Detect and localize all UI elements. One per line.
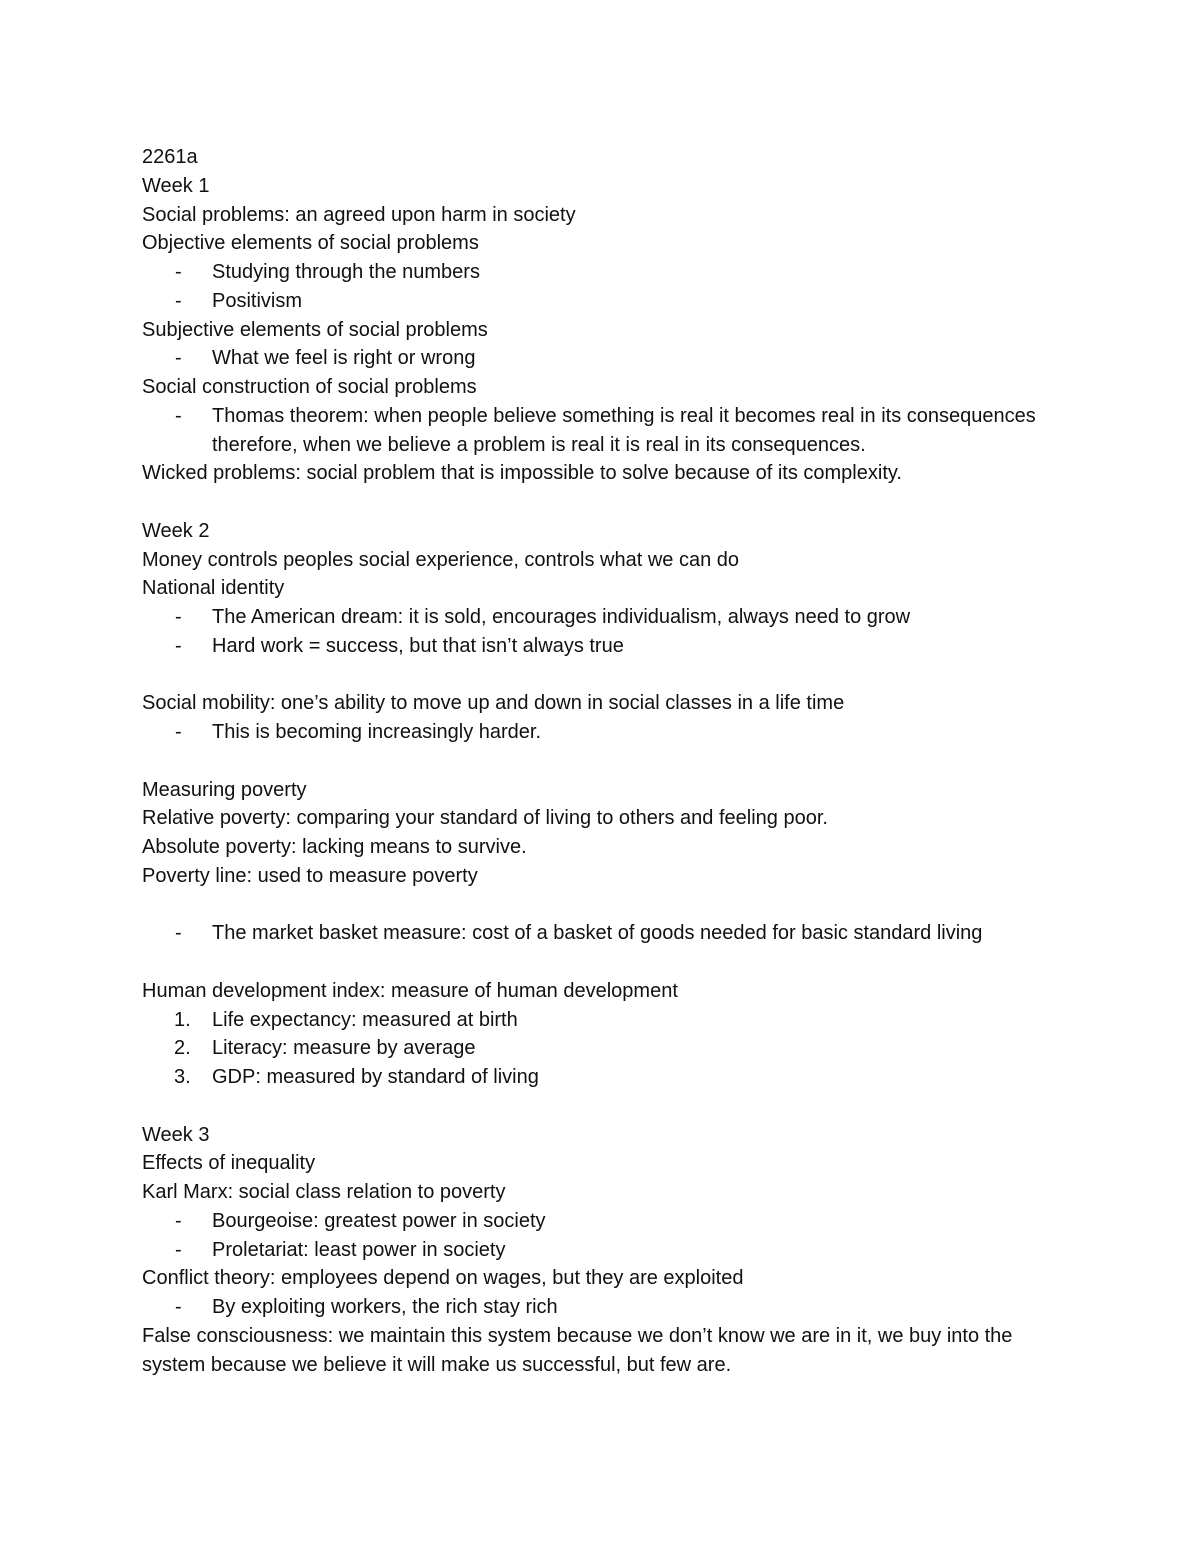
bullet-marker: - xyxy=(175,261,182,283)
text-line: National identity xyxy=(142,577,285,600)
number-marker: 3. xyxy=(174,1066,191,1088)
bullet-text: Proletariat: least power in society xyxy=(212,1238,506,1261)
bullet-text: Bourgeoise: greatest power in society xyxy=(212,1209,546,1232)
text-line: Social problems: an agreed upon harm in society xyxy=(142,203,576,226)
bullet-text: The market basket measure: cost of a basket of goods needed for basic standard living xyxy=(212,922,983,945)
bullet-marker: - xyxy=(175,1238,182,1261)
text-line: Poverty line: used to measure poverty xyxy=(142,864,478,887)
bullet-marker: - xyxy=(175,289,182,312)
bullet-marker: - xyxy=(175,721,182,743)
blank-line xyxy=(142,1092,1082,1121)
numbered-text: Life expectancy: measured at birth xyxy=(212,1008,518,1031)
bullet-text: This is becoming increasingly harder. xyxy=(212,721,542,743)
bullet-text: The American dream: it is sold, encourages individualism, always need to grow xyxy=(212,606,911,628)
text-line: Social construction of social problems xyxy=(142,376,477,398)
numbered-item xyxy=(142,1006,1082,1035)
text-line: Wicked problems: social problem that is impossible to solve because of its complexity. xyxy=(142,462,902,485)
text-line: Measuring poverty xyxy=(142,778,307,801)
bullet-text: Positivism xyxy=(212,289,303,312)
blank-line xyxy=(142,948,1082,977)
bullet-text: By exploiting workers, the rich stay rich xyxy=(212,1296,558,1318)
course-code: 2261a xyxy=(142,146,198,168)
week-heading: Week 3 xyxy=(142,1123,210,1146)
bullet-text: Hard work = success, but that isn’t always true xyxy=(212,634,624,657)
bullet-item xyxy=(142,718,1082,747)
text-line: Conflict theory: employees depend on wages, but they are exploited xyxy=(142,1267,744,1290)
blank-line xyxy=(142,747,1082,776)
bullet-text: Studying through the numbers xyxy=(212,261,480,283)
bullet-item xyxy=(142,1207,1082,1236)
bullet-item xyxy=(142,402,1062,460)
numbered-item xyxy=(142,1063,1082,1092)
bullet-item xyxy=(142,1293,1082,1322)
bullet-marker: - xyxy=(175,634,182,657)
bullet-text: What we feel is right or wrong xyxy=(212,347,476,370)
text-line: Karl Marx: social class relation to poverty xyxy=(142,1181,506,1203)
number-marker: 2. xyxy=(174,1037,191,1060)
blank-line xyxy=(142,891,1082,920)
bullet-item xyxy=(142,258,1082,287)
bullet-marker: - xyxy=(175,606,182,628)
text-line: Effects of inequality xyxy=(142,1152,316,1175)
text-line: Human development index: measure of human development xyxy=(142,979,678,1002)
text-paragraph: False consciousness: we maintain this system because we don’t know we are in it, we buy into the system because we believe it will make us successful, but few are. xyxy=(142,1324,1013,1376)
bullet-item xyxy=(142,287,1082,316)
week-heading: Week 1 xyxy=(142,174,210,197)
numbered-text: Literacy: measure by average xyxy=(212,1037,476,1060)
text-line: Objective elements of social problems xyxy=(142,232,479,255)
text-line: Social mobility: one’s ability to move up and down in social classes in a life time xyxy=(142,692,845,715)
bullet-item xyxy=(142,632,1082,661)
bullet-text: Thomas theorem: when people believe something is real it becomes real in its consequences therefore, when we believe a problem is real it is real in its consequences. xyxy=(212,404,1036,456)
week-heading: Week 2 xyxy=(142,519,210,542)
text-line: Relative poverty: comparing your standard of living to others and feeling poor. xyxy=(142,807,828,830)
text-line: Subjective elements of social problems xyxy=(142,318,488,341)
bullet-item xyxy=(142,603,1082,632)
document-page xyxy=(142,143,1082,1379)
bullet-marker: - xyxy=(175,1296,182,1318)
bullet-marker: - xyxy=(175,922,182,945)
numbered-item xyxy=(142,1034,1082,1063)
blank-line xyxy=(142,488,1082,517)
numbered-text: GDP: measured by standard of living xyxy=(212,1066,539,1088)
blank-line xyxy=(142,661,1082,690)
text-line: Money controls peoples social experience, controls what we can do xyxy=(142,548,739,571)
bullet-item xyxy=(142,344,1082,373)
bullet-marker: - xyxy=(175,1209,182,1232)
bullet-marker: - xyxy=(175,404,182,427)
bullet-item xyxy=(142,919,1082,948)
bullet-item xyxy=(142,1236,1082,1265)
bullet-marker: - xyxy=(175,347,182,370)
number-marker: 1. xyxy=(174,1008,191,1031)
text-line: Absolute poverty: lacking means to survive. xyxy=(142,836,527,858)
